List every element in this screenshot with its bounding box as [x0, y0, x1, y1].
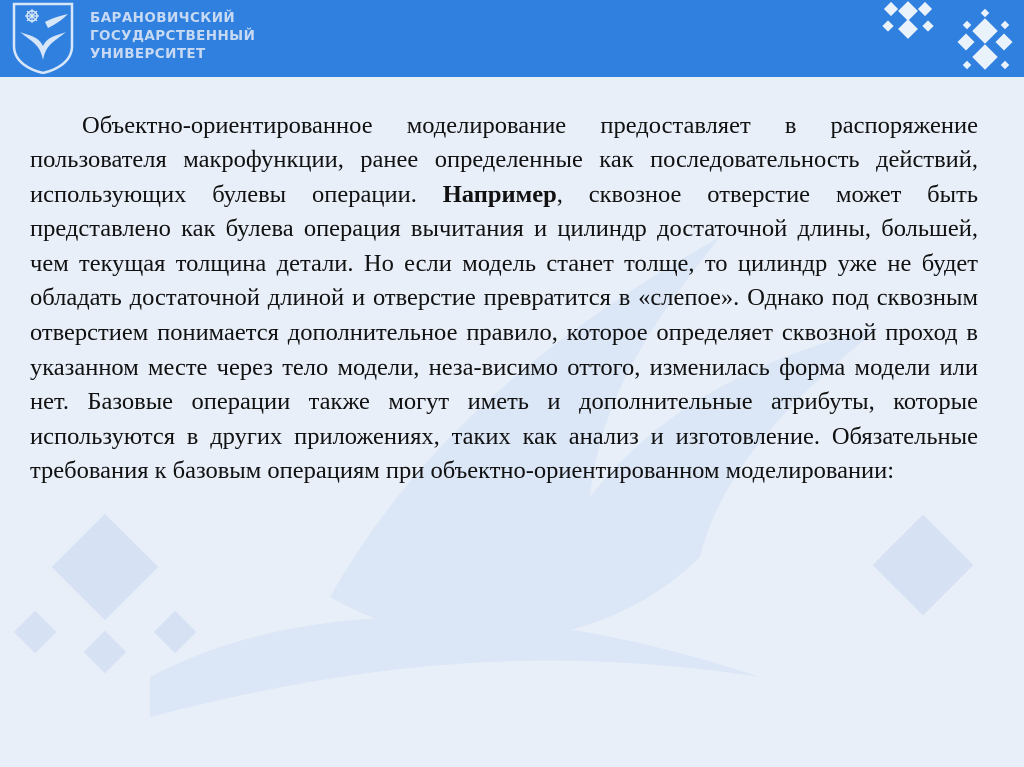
header-bar	[0, 0, 1024, 77]
snowflake-ornament-icon	[864, 0, 1024, 77]
university-name-line-1: БАРАНОВИЧСКИЙ	[90, 10, 236, 26]
body-paragraph	[30, 109, 978, 490]
body-text-part-1: Объектно-ориентированное моделирование предоставляет в распоряжение пользователя макрофункции, ранее определенные как последовательность действий, использующих булевы операции.	[30, 111, 978, 208]
left-ornament-watermark	[14, 514, 196, 673]
university-crest-icon	[12, 2, 74, 74]
body-text-bold: Например	[442, 180, 557, 208]
university-name	[90, 9, 255, 63]
university-name-line-3: УНИВЕРСИТЕТ	[90, 46, 206, 62]
right-ornament-watermark	[873, 515, 974, 616]
wave-watermark	[150, 617, 760, 717]
body-text-part-2: , сквозное отверстие может быть представлено как булева операция вычитания и цилиндр достаточной длины, большей, чем текущая толщина детали. Но если модель станет толще, то цилиндр уже не будет обладать достаточной длиной и отверстие превратится в «слепое». Однако под сквозным отверстием понимается дополнительное правило, которое определяет сквозной проход в указанном месте через тело модели, неза-висимо оттого, изменилась форма модели или нет. Базовые операции также могут иметь и дополнительные атрибуты, которые используются в других приложениях, таких как анализ и изготовление. Обязательные требования к базовым операциям при объектно-ориентированном моделировании:	[30, 180, 978, 485]
university-name-line-2: ГОСУДАРСТВЕННЫЙ	[90, 28, 256, 44]
